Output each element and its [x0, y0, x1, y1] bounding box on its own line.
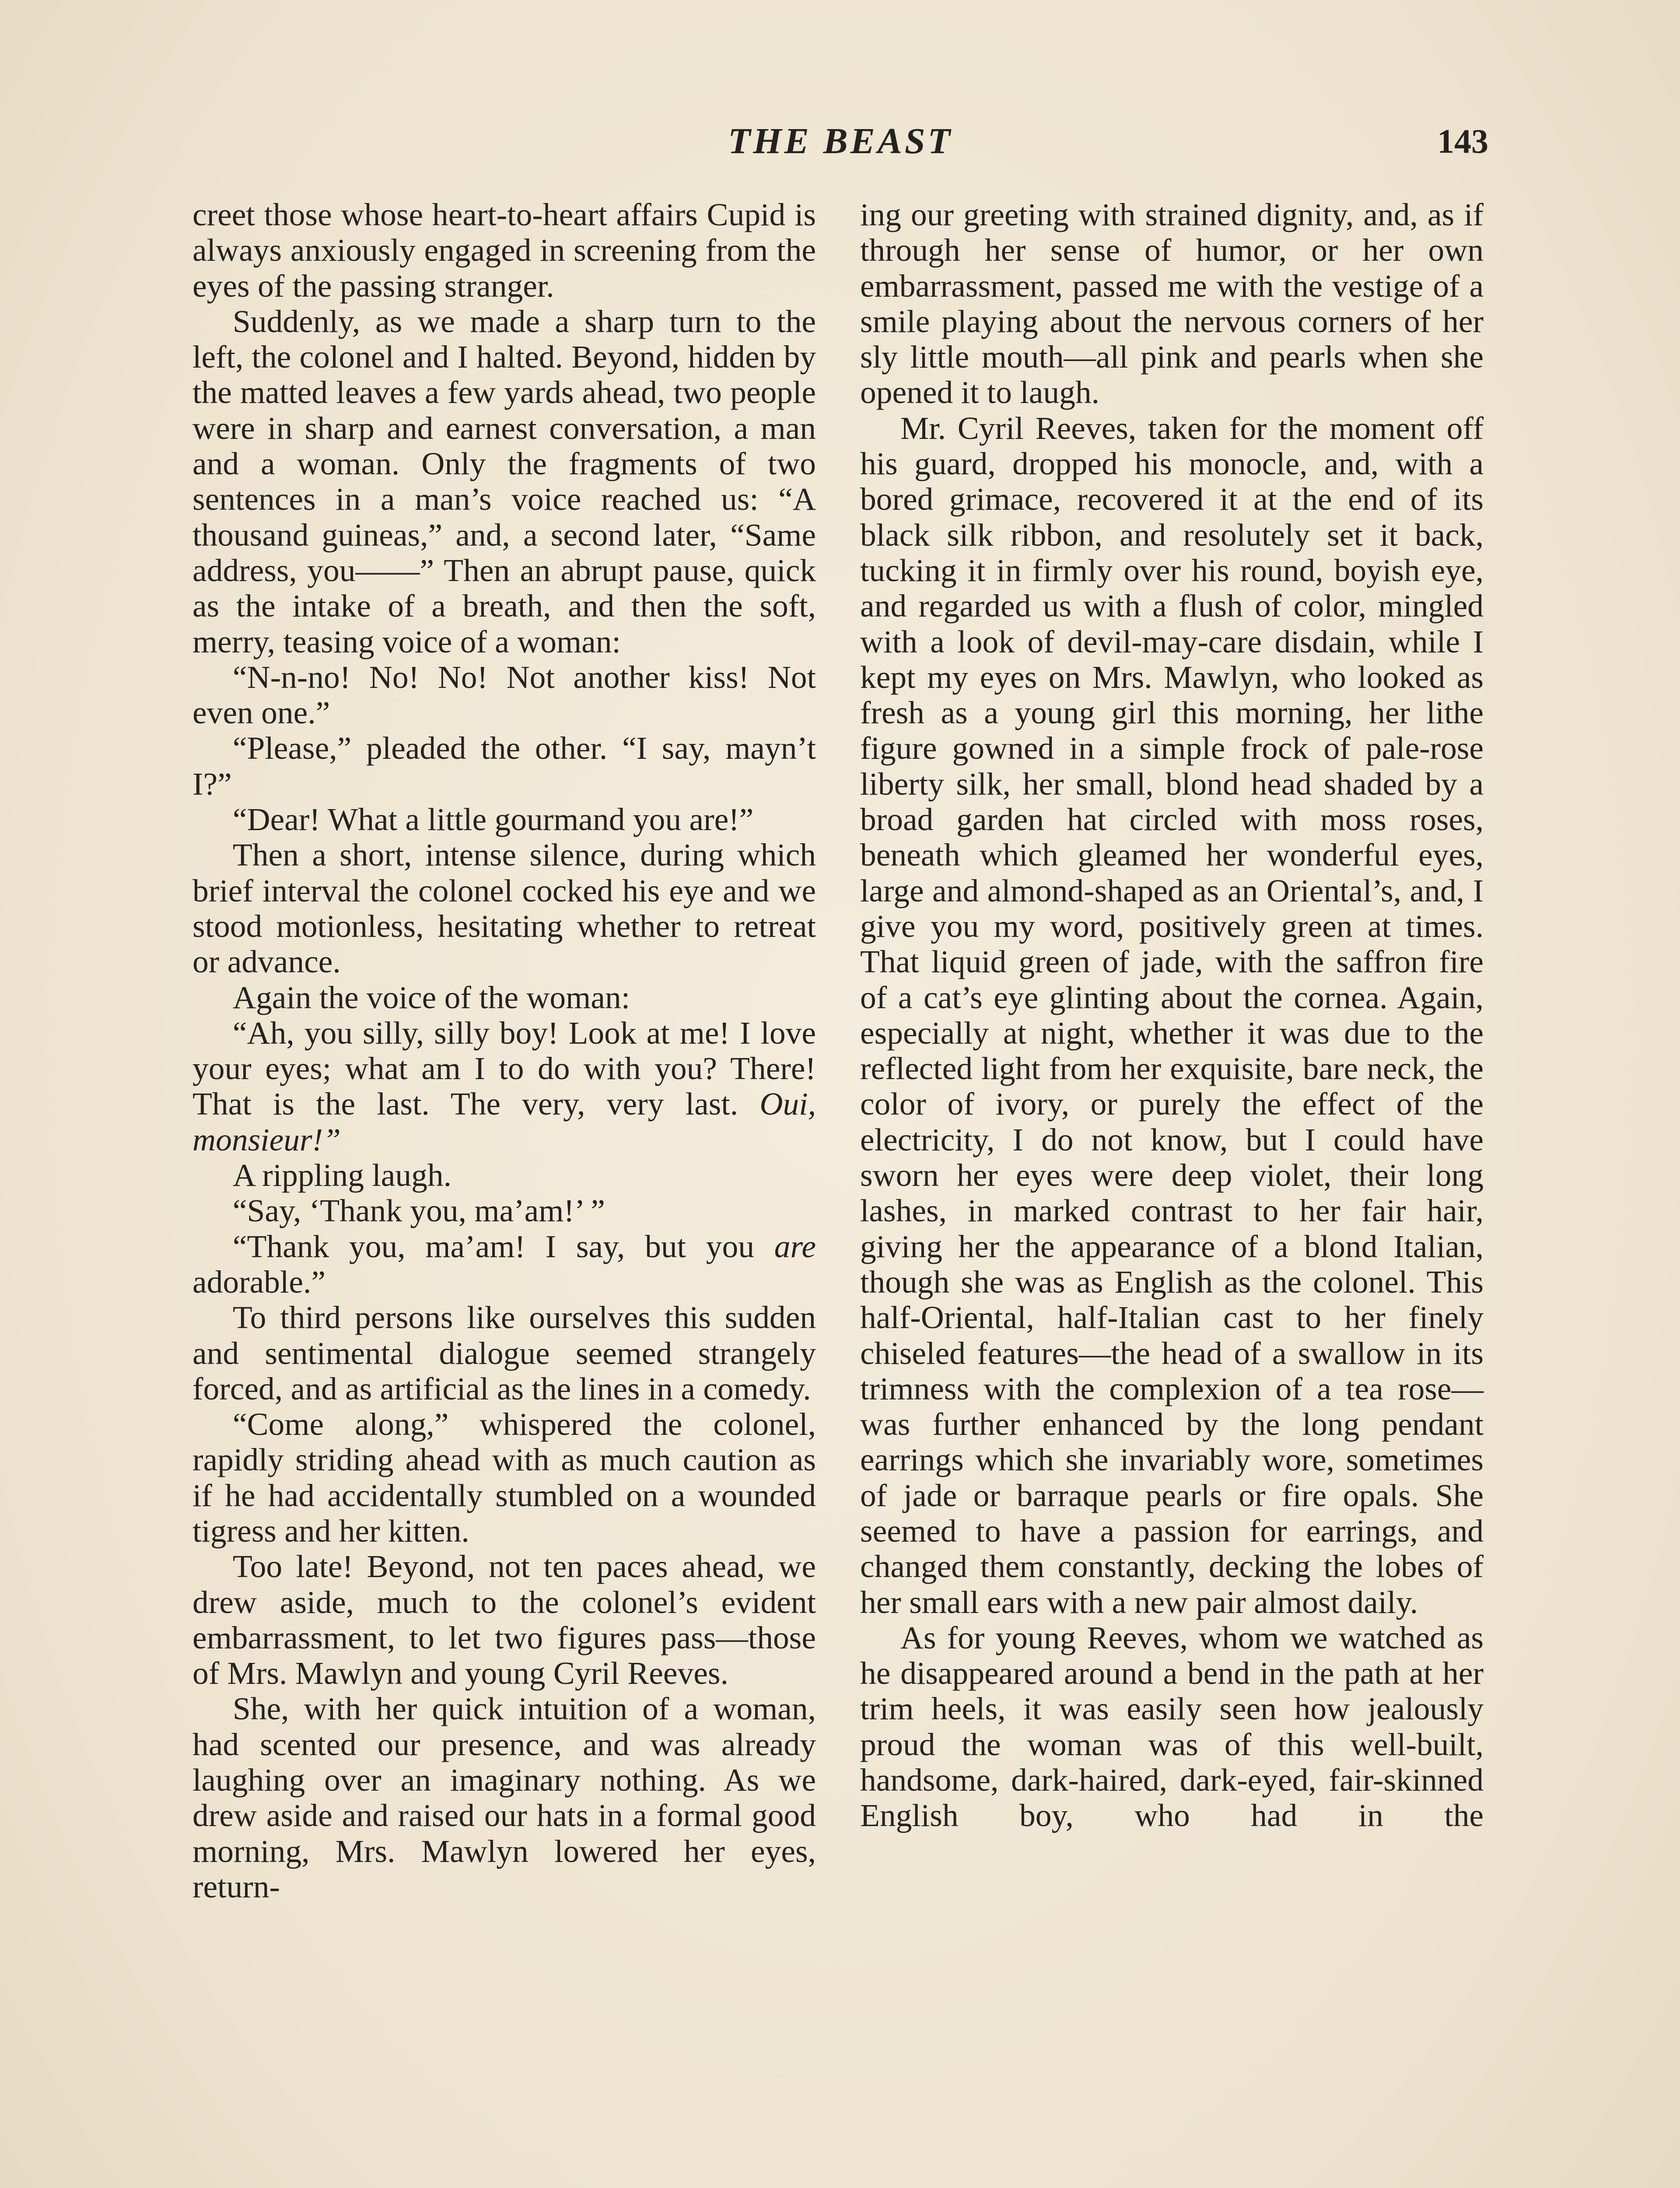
paragraph: creet those whose heart-to-heart affairs Cupid is always anxiously engaged in screening from the eyes of the passing stranger. — [192, 197, 816, 304]
paragraph — [192, 1229, 816, 1300]
right-text-column — [860, 197, 1484, 1834]
paragraph — [192, 1015, 816, 1157]
paragraph-text: adorable.” — [192, 1264, 326, 1300]
paragraph: Mr. Cyril Reeves, taken for the moment off his guard, dropped his monocle, and, with a bored grimace, recovered it at the end of its black silk ribbon, and resolutely set it back, tucking it in firmly over his round, boyish eye, and regarded us with a flush of color, mingled with a look of devil-may-care disdain, while I kept my eyes on Mrs. Mawlyn, who looked as fresh as a young girl this morning, her lithe figure gowned in a simple frock of pale-rose liberty silk, her small, blond head shaded by a broad garden hat circled with moss roses, beneath which gleamed her wonderful eyes, large and almond-shaped as an Oriental’s, and, I give you my word, positively green at times. That liquid green of jade, with the saffron fire of a cat’s eye glinting about the cornea. Again, especially at night, whether it was due to the reflected light from her exquisite, bare neck, the color of ivory, or purely the effect of the electricity, I do not know, but I could have sworn her eyes were deep violet, their long lashes, in marked contrast to her fair hair, giving her the appearance of a blond Italian, though she was as English as the colonel. This half-Oriental, half-Italian cast to her finely chiseled features—the head of a swallow in its trimness with the complexion of a tea rose—was further enhanced by the long pendant earrings which she invariably wore, sometimes of jade or barraque pearls or fire opals. She seemed to have a passion for earrings, and changed them constantly, decking the lobes of her small ears with a new pair almost daily. — [860, 410, 1484, 1620]
paragraph-text: “Thank you, ma’am! I say, but you — [232, 1228, 774, 1264]
paragraph: Then a short, intense silence, during which brief interval the colonel cocked his eye and we stood motionless, hesitating whether to retreat or advance. — [192, 837, 816, 980]
paragraph: “Come along,” whispered the colonel, rapidly striding ahead with as much caution as if he had accidentally stumbled on a wounded tigress and her kitten. — [192, 1406, 816, 1549]
paragraph: “Please,” pleaded the other. “I say, mayn’t I?” — [192, 730, 816, 802]
running-header — [192, 117, 1488, 170]
paragraph: As for young Reeves, whom we watched as he disappeared around a bend in the path at her trim heels, it was easily seen how jealously proud the woman was of this well-built, handsome, dark-haired, dark-eyed, fair-skinned English boy, who had in the — [860, 1620, 1484, 1834]
paragraph: Suddenly, as we made a sharp turn to the left, the colonel and I halted. Beyond, hidden by the matted leaves a few yards ahead, two people were in sharp and earnest conversation, a man and a woman. Only the fragments of two sentences in a man’s voice reached us: “A thousand guineas,” and, a second later, “Same address, you——” Then an abrupt pause, quick as the intake of a breath, and then the soft, merry, teasing voice of a woman: — [192, 303, 816, 659]
italic-text: Oui, monsieur!” — [192, 1086, 816, 1157]
paragraph: Again the voice of the woman: — [232, 979, 630, 1015]
page-number: 143 — [1437, 122, 1488, 160]
left-text-column — [192, 197, 816, 1904]
paragraph: She, with her quick intuition of a woman, had scented our presence, and was already laughing over an imaginary nothing. As we drew aside and raised our hats in a formal good morning, Mrs. Mawlyn lowered her eyes, return- — [192, 1691, 816, 1904]
paragraph: ing our greeting with strained dignity, and, as if through her sense of humor, or her own embarrassment, passed me with the vestige of a smile playing about the nervous corners of her sly little mouth—all pink and pearls when she opened it to laugh. — [860, 197, 1484, 410]
italic-text: are — [774, 1228, 816, 1264]
paragraph: A rippling laugh. — [232, 1157, 452, 1193]
paragraph: “Dear! What a little gourmand you are!” — [232, 802, 754, 838]
paragraph: To third persons like ourselves this sudden and sentimental dialogue seemed strangely forced, and as artificial as the lines in a comedy. — [192, 1300, 816, 1406]
paragraph-text: “Ah, you silly, silly boy! Look at me! I love your eyes; what am I to do with you? There! That is the last. The very, very last. — [192, 1015, 816, 1122]
running-title: THE BEAST — [728, 121, 953, 161]
paragraph: “N-n-no! No! No! Not another kiss! Not even one.” — [192, 659, 816, 731]
paragraph: Too late! Beyond, not ten paces ahead, we drew aside, much to the colonel’s evident embarrassment, to let two figures pass—those of Mrs. Mawlyn and young Cyril Reeves. — [192, 1549, 816, 1691]
paragraph: “Say, ‘Thank you, ma’am!’ ” — [232, 1193, 605, 1229]
